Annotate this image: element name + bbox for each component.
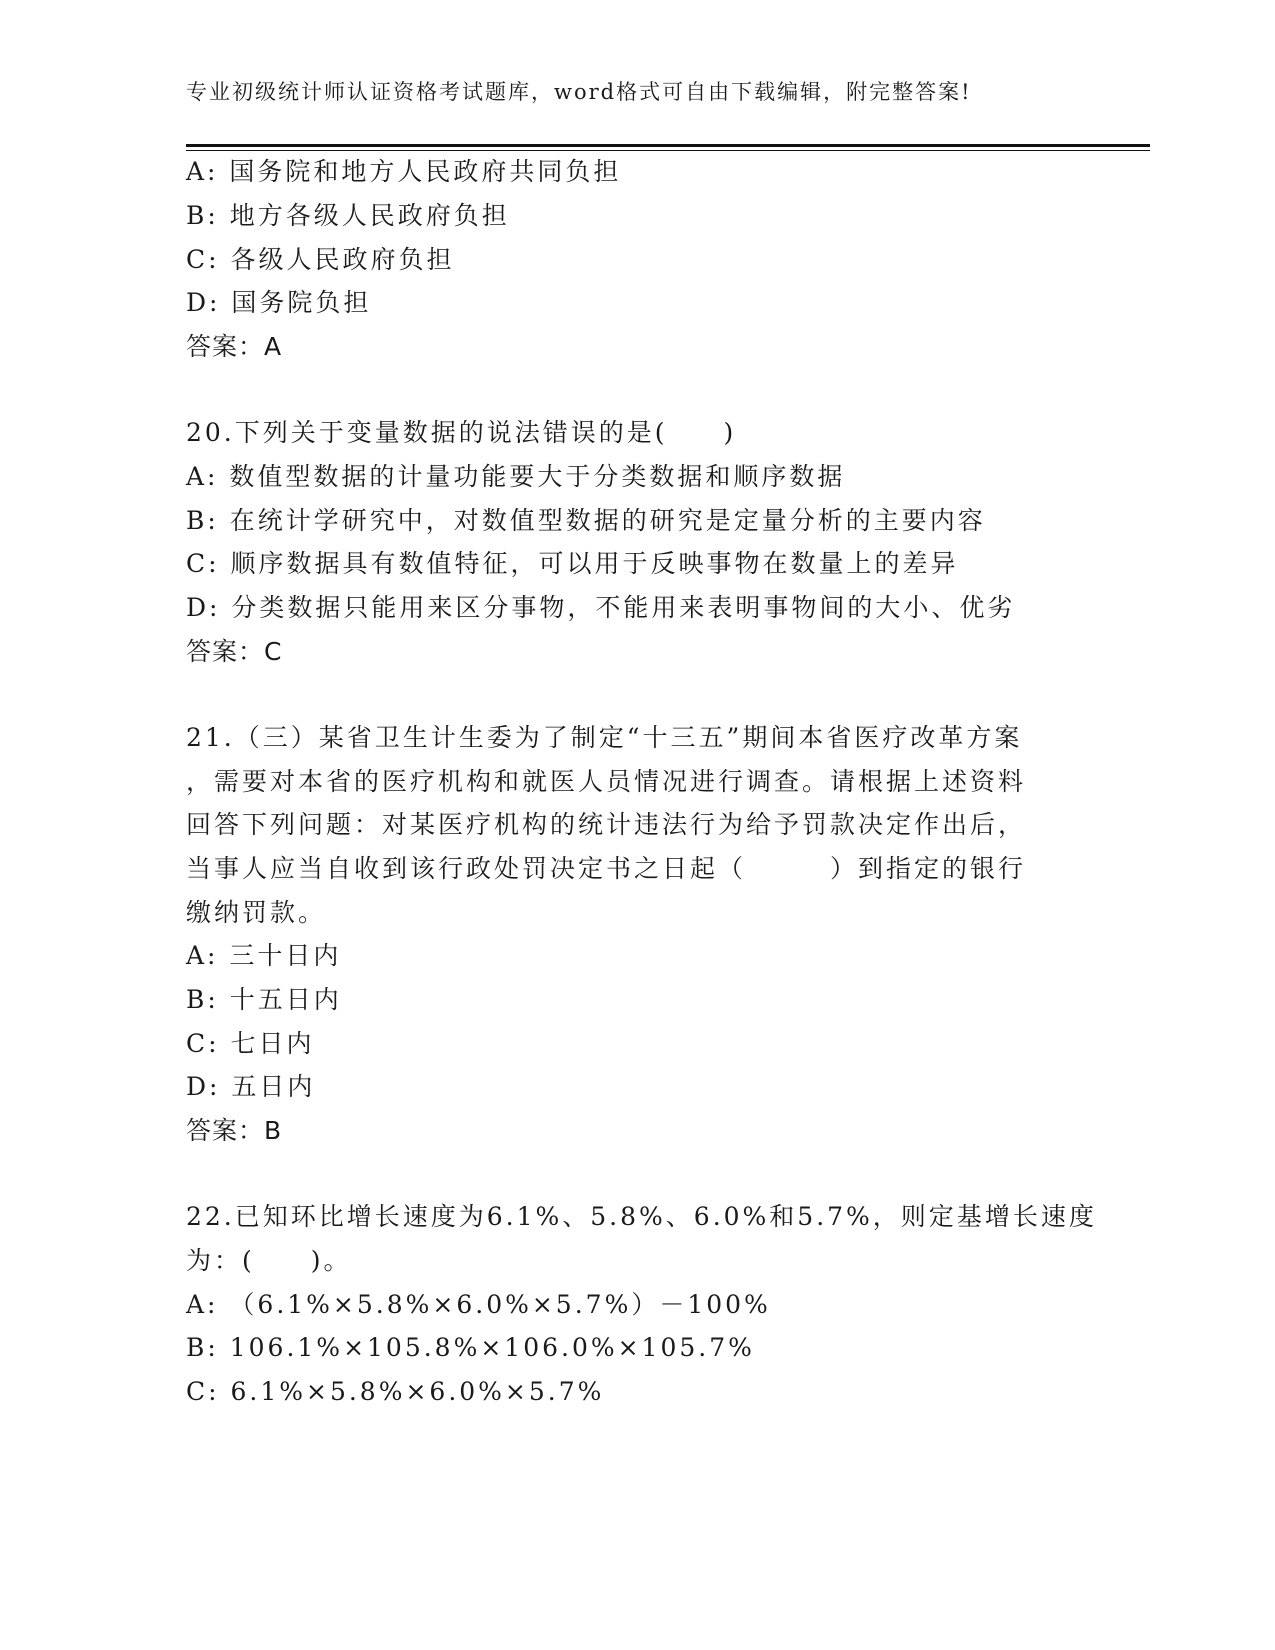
q22-option-c: C: 6.1%×5.8%×6.0%×5.7% xyxy=(186,1377,605,1406)
q22-option-a: A: （6.1%×5.8%×6.0%×5.7%）－100% xyxy=(186,1290,771,1319)
q19-option-b: B: 地方各级人民政府负担 xyxy=(186,201,510,230)
q21-option-d: D: 五日内 xyxy=(186,1072,316,1101)
q22-stem-line-1: 22.已知环比增长速度为6.1%、5.8%、6.0%和5.7%，则定基增长速度 xyxy=(186,1202,1097,1231)
header-rule-thin xyxy=(186,150,1150,151)
q22-option-b: B: 106.1%×105.8%×106.0%×105.7% xyxy=(186,1333,755,1362)
q21-option-b: B: 十五日内 xyxy=(186,985,342,1014)
q21-option-a: A: 三十日内 xyxy=(186,941,342,970)
q19-option-d: D: 国务院负担 xyxy=(186,288,372,317)
q21-answer: 答案：B xyxy=(186,1116,283,1145)
q22-stem-line-2: 为：( )。 xyxy=(186,1246,352,1275)
q20-option-d: D: 分类数据只能用来区分事物，不能用来表明事物间的大小、优劣 xyxy=(186,593,1016,622)
q21-stem-line-4: 当事人应当自收到该行政处罚决定书之日起（ ）到指定的银行 xyxy=(186,854,1027,883)
q19-option-c: C: 各级人民政府负担 xyxy=(186,245,455,274)
page-header-title: 专业初级统计师认证资格考试题库，word格式可自由下载编辑，附完整答案! xyxy=(186,80,972,104)
q21-stem-line-1: 21.（三）某省卫生计生委为了制定“十三五”期间本省医疗改革方案 xyxy=(186,723,1023,752)
q20-option-b: B: 在统计学研究中，对数值型数据的研究是定量分析的主要内容 xyxy=(186,506,986,535)
q20-answer: 答案：C xyxy=(186,637,283,666)
q20-option-c: C: 顺序数据具有数值特征，可以用于反映事物在数量上的差异 xyxy=(186,549,959,578)
q20-stem: 20.下列关于变量数据的说法错误的是( ) xyxy=(186,418,737,447)
q19-answer: 答案：A xyxy=(186,332,283,361)
q20-option-a: A: 数值型数据的计量功能要大于分类数据和顺序数据 xyxy=(186,462,846,491)
q21-option-c: C: 七日内 xyxy=(186,1029,315,1058)
q21-stem-line-5: 缴纳罚款。 xyxy=(186,898,327,927)
q21-stem-line-3: 回答下列问题：对某医疗机构的统计违法行为给予罚款决定作出后， xyxy=(186,810,1027,839)
header-rule-thick xyxy=(186,144,1150,147)
q19-option-a: A: 国务院和地方人民政府共同负担 xyxy=(186,157,622,186)
q21-stem-line-2: ，需要对本省的医疗机构和就医人员情况进行调查。请根据上述资料 xyxy=(186,767,1027,796)
